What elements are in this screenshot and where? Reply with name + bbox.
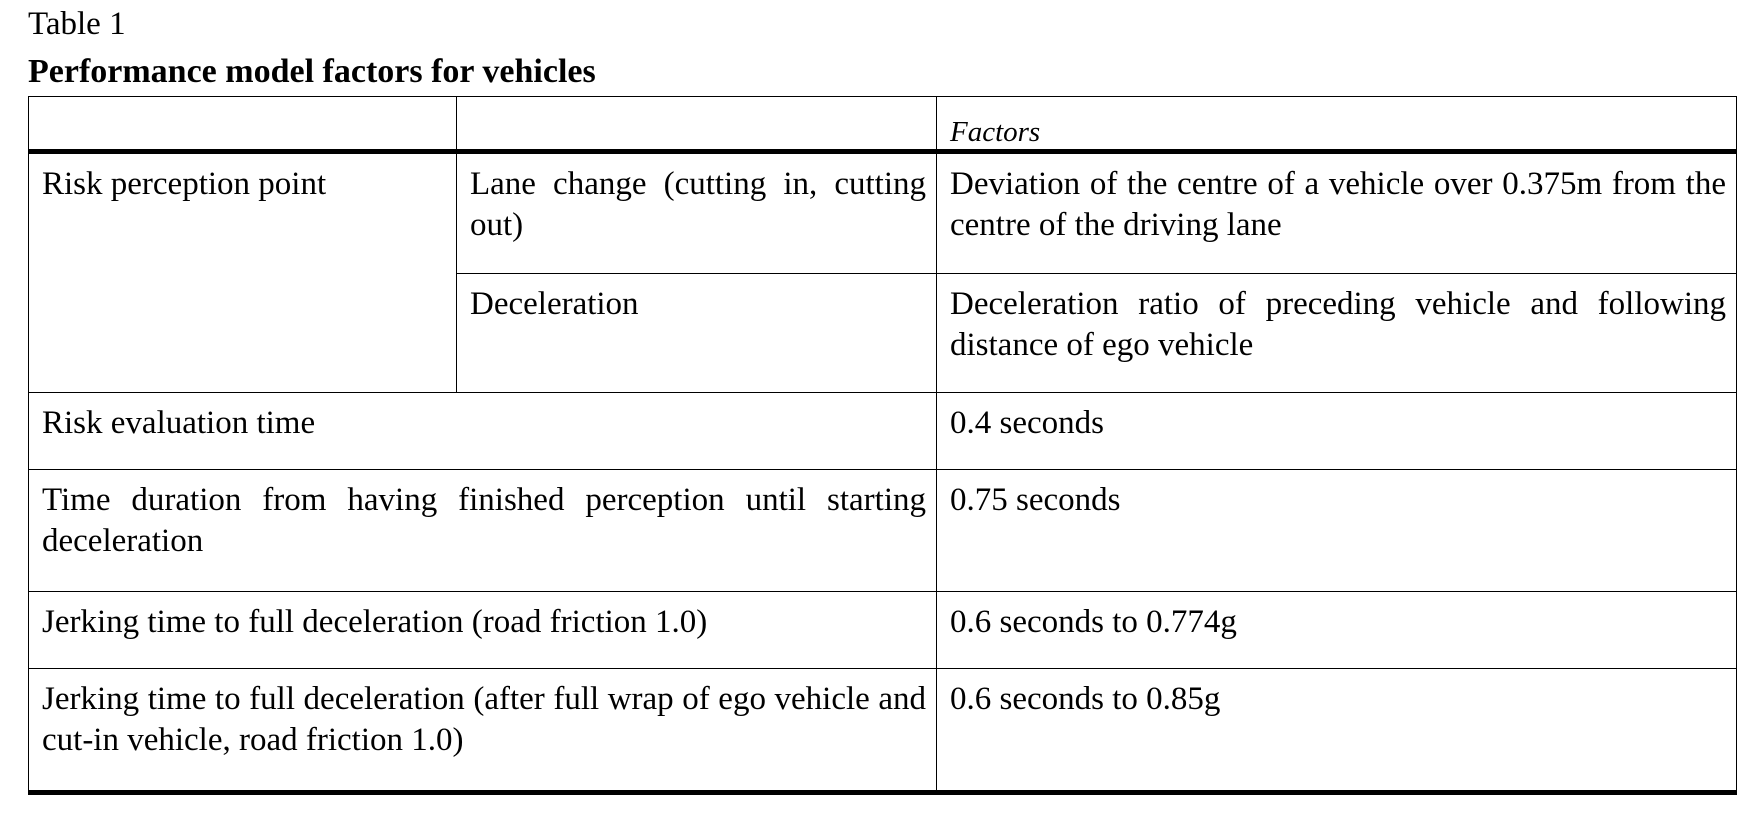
header-cell-category bbox=[29, 97, 457, 152]
row-label-perception-to-deceleration: Time duration from having finished perception until starting deceleration bbox=[29, 470, 937, 592]
row-label-risk-perception-point: Risk perception point bbox=[29, 152, 457, 393]
table-caption-title: Performance model factors for vehicles bbox=[28, 53, 596, 90]
row-label-risk-evaluation-time: Risk evaluation time bbox=[29, 393, 937, 470]
table-header-row bbox=[29, 97, 1737, 152]
row-value-jerking-time-wrap: 0.6 seconds to 0.85g bbox=[937, 669, 1737, 793]
table-row bbox=[29, 393, 1737, 470]
table-row bbox=[29, 152, 1737, 274]
table-row bbox=[29, 470, 1737, 592]
row-label-jerking-time-wrap: Jerking time to full deceleration (after full wrap of ego vehicle and cut-in vehicle, road friction 1.0) bbox=[29, 669, 937, 793]
row-sublabel-lane-change: Lane change (cutting in, cutting out) bbox=[457, 152, 937, 274]
row-value-deceleration: Deceleration ratio of preceding vehicle and following distance of ego vehicle bbox=[937, 274, 1737, 393]
performance-factors-table bbox=[28, 96, 1737, 795]
row-sublabel-deceleration: Deceleration bbox=[457, 274, 937, 393]
header-cell-subcategory bbox=[457, 97, 937, 152]
table-caption-label: Table 1 bbox=[28, 6, 126, 42]
row-value-risk-evaluation-time: 0.4 seconds bbox=[937, 393, 1737, 470]
table-row bbox=[29, 669, 1737, 793]
table-row bbox=[29, 592, 1737, 669]
row-value-perception-to-deceleration: 0.75 seconds bbox=[937, 470, 1737, 592]
header-cell-factors: Factors bbox=[937, 97, 1737, 152]
row-value-jerking-time-road: 0.6 seconds to 0.774g bbox=[937, 592, 1737, 669]
row-label-jerking-time-road: Jerking time to full deceleration (road friction 1.0) bbox=[29, 592, 937, 669]
row-value-lane-change: Deviation of the centre of a vehicle over 0.375m from the centre of the driving lane bbox=[937, 152, 1737, 274]
